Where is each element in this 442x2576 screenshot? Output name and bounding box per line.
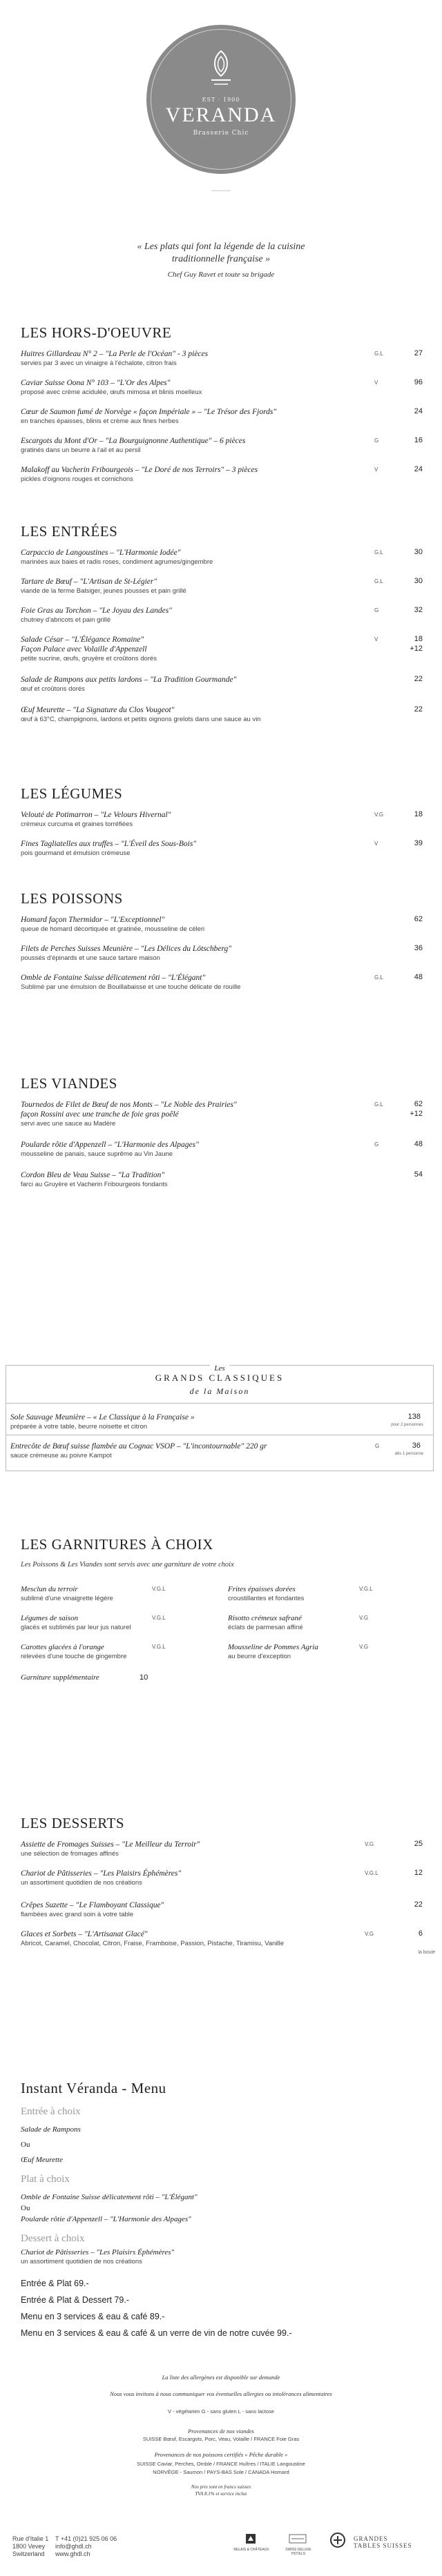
plat-choice-head: Plat à choix	[21, 2174, 70, 2185]
dish-price: 36	[412, 1442, 421, 1450]
dish-name: Cordon Bleu de Veau Suisse – "La Tradition"	[21, 1171, 165, 1179]
price-currency: Nos prix sont en francs suisses	[191, 2484, 251, 2490]
garniture-name: Carottes glacées à l'orange	[21, 1643, 104, 1651]
dish-name: Salade de Rampons aux petits lardons – "La Tradition Gourmande"	[21, 676, 237, 684]
diet-tag: V.G.L	[152, 1644, 166, 1650]
intro-quote-2: traditionnelle française »	[171, 254, 271, 264]
contact[interactable]: T +41 (0)21 925 06 06 info@ghdl.ch www.ghdl.ch	[55, 2535, 117, 2557]
classiques-subtitle: de la Maison	[189, 1386, 250, 1396]
dish-name: Filets de Perches Suisses Meunière – "Les Délices du Lötschberg"	[21, 945, 232, 953]
veranda-icon	[206, 48, 236, 87]
address: Rue d'Italie 1 1800 Vevey Switzerland	[12, 2535, 49, 2557]
dish-price: 18	[414, 635, 423, 643]
garniture-price: 10	[140, 1673, 148, 1682]
diet-tag: V.G.L	[359, 1586, 373, 1592]
dish-name: Malakoff au Vacherin Fribourgeois – "Le Doré de nos Terroirs" – 3 pièces	[21, 466, 258, 474]
dish-name: Homard façon Thermidor – "L'Exceptionnel"	[21, 916, 165, 924]
dessert-choice-head: Dessert à choix	[21, 2233, 85, 2244]
dish-name: Tartare de Bœuf – "L'Artisan de St-Légier"	[21, 578, 157, 586]
garniture-item	[228, 1584, 428, 1603]
menu-or: Ou	[21, 2141, 30, 2149]
garniture-name: Mousseline de Pommes Agria	[228, 1643, 318, 1651]
dish-desc: sauce crémeuse au poivre Kampot	[10, 1452, 112, 1459]
dish-price: 48	[414, 973, 423, 981]
diet-tag: V.G	[365, 1931, 374, 1937]
garniture-item	[21, 1613, 221, 1632]
dish-price: 24	[414, 407, 423, 415]
intro-chef: Chef Guy Ravet et toute sa brigade	[167, 271, 275, 279]
dish-desc: marinées aux baies et radis roses, condiment agrumes/gingembre	[21, 558, 213, 566]
dish-desc: pickles d'oignons rouges et cornichons	[21, 475, 133, 483]
menu-item	[21, 810, 435, 829]
instant-menu-title: Instant Véranda - Menu	[21, 2080, 166, 2096]
dish-desc: flambées avec grand soin à votre table	[21, 1911, 134, 1918]
diet-legend: V - végétarien G - sans gluten L - sans lactose	[168, 2408, 274, 2415]
dish-desc: Abricot, Caramel, Chocolat, Citron, Fraise, Framboise, Passion, Pistache, Tiramisu, Vanille	[21, 1940, 285, 1947]
dish-price: 54	[414, 1170, 423, 1179]
menu-plat-1: Omble de Fontaine Suisse délicatement rôti – "L'Élégant"	[21, 2193, 198, 2201]
dish-price: 22	[414, 705, 423, 714]
dish-desc: crémeux curcuma et graines torréfiées	[21, 820, 133, 828]
provenance-fish-head: Provenances de nos poissons certifiés « Pêche durable »	[154, 2451, 288, 2458]
dish-desc: Sublimé par une émulsion de Bouillabaisse et une touche délicate de rouille	[21, 983, 241, 991]
menu-entree-1: Salade de Rampons	[21, 2125, 81, 2134]
dish-name: Œuf Meurette – "La Signature du Clos Vougeot"	[21, 706, 175, 714]
garniture-item	[21, 1584, 221, 1603]
garniture-item	[21, 1673, 221, 1682]
dish-price: 62	[414, 915, 423, 923]
dish-price: 27	[414, 349, 423, 357]
dish-name: Tournedos de Filet de Bœuf de nos Monts – "Le Noble des Prairies"	[21, 1101, 237, 1109]
dish-desc: pois gourmand et émulsion crémeuse	[21, 849, 131, 857]
diet-tag: G	[374, 437, 379, 444]
section-title-poissons: LES POISSONS	[21, 890, 123, 907]
menu-price-3: Menu en 3 services & eau & café 89.-	[21, 2312, 165, 2321]
menu-item	[21, 915, 435, 934]
restaurant-logo	[146, 25, 296, 174]
dish-desc: farci au Gruyère et Vacherin Fribourgeois fondants	[21, 1181, 168, 1188]
garniture-name: Légumes de saison	[21, 1614, 79, 1622]
diet-tag: V.G.L	[365, 1870, 378, 1876]
dish-name: Foie Gras au Torchon – "Le Joyau des Landes"	[21, 607, 172, 615]
diet-tag: V	[374, 840, 378, 847]
grands-classiques-box	[6, 1365, 434, 1471]
dish-name: Carpaccio de Langoustines – "L'Harmonie Iodée"	[21, 549, 181, 557]
dish-desc: gratinés dans un beurre à l'ail et au persil	[21, 446, 141, 454]
dish-price: 62	[414, 1100, 423, 1108]
dish-name: Chariot de Pâtisseries – "Les Plaisirs Éphémères"	[21, 1869, 182, 1878]
price-note: la boule	[418, 1950, 435, 1955]
section-title-entrees: LES ENTRÉES	[21, 523, 118, 540]
diet-tag: V	[374, 466, 378, 473]
diet-tag: G	[375, 1443, 380, 1449]
section-title-garnitures: LES GARNITURES À CHOIX	[21, 1536, 213, 1553]
garniture-desc: éclats de parmesan affiné	[228, 1624, 303, 1631]
price-tva: TVA 8.1% et service inclus	[195, 2491, 247, 2497]
diet-tag: G	[374, 607, 379, 613]
menu-item	[21, 548, 435, 567]
menu-dessert-1: Chariot de Pâtisseries – "Les Plaisirs Éphémères"	[21, 2248, 175, 2257]
dish-desc: une sélection de fromages affinés	[21, 1850, 119, 1858]
diet-tag: V.G.L	[152, 1586, 166, 1592]
garniture-item	[228, 1642, 428, 1661]
menu-item	[21, 465, 435, 484]
dish-price: 30	[414, 577, 423, 585]
diet-tag: V.G	[365, 1841, 374, 1847]
dish-name: Poularde rôtie d'Appenzell – "L'Harmonie des Alpages"	[21, 1141, 199, 1149]
dish-desc: œuf et croûtons dorés	[21, 685, 85, 693]
classiques-les: Les	[6, 1360, 433, 1373]
dish-price: 32	[414, 606, 423, 614]
classique-item	[10, 1442, 425, 1460]
garniture-desc: au beurre d'exception	[228, 1653, 291, 1660]
dish-desc: un assortiment quotidien de nos créations	[21, 1879, 142, 1887]
intro-quote-1: « Les plats qui font la légende de la cuisine	[137, 242, 305, 252]
logo-brand: VERANDA	[165, 104, 277, 126]
menu-or: Ou	[21, 2204, 30, 2212]
dish-name: Salade César – "L'Élégance Romaine"	[21, 636, 144, 644]
diet-tag: V.G.L	[152, 1615, 166, 1621]
menu-dessert-desc: un assortiment quotidien de nos créations	[21, 2258, 142, 2265]
menu-item	[21, 1900, 435, 1919]
menu-item	[21, 675, 435, 694]
menu-item	[21, 407, 435, 426]
garniture-name: Mesclun du terroir	[21, 1585, 78, 1593]
swiss-deluxe-icon	[287, 2533, 308, 2546]
diet-tag: G.L	[374, 1101, 383, 1108]
dish-desc: œuf à 63°C, champignons, lardons et petits oignons grelots dans une sauce au vin	[21, 716, 261, 723]
section-title-hors: LES HORS-D'OEUVRE	[21, 324, 172, 341]
menu-entree-2: Œuf Meurette	[21, 2156, 63, 2164]
dish-name: Huitres Gillardeau N° 2 – "La Perle de l'Océan" - 3 pièces	[21, 350, 209, 358]
dish-name: Entrecôte de Bœuf suisse flambée au Cognac VSOP – "L'incontournable" 220 gr	[10, 1442, 267, 1451]
dish-name: Assiette de Fromages Suisses – "Le Meilleur du Terroir"	[21, 1840, 200, 1849]
dish-desc: poussés d'épinards et une sauce tartare maison	[21, 954, 160, 962]
logo-est: EST · 1900	[202, 97, 240, 103]
dish-name: Cœur de Saumon fumé de Norvège « façon Impériale » – "Le Trésor des Fjords"	[21, 408, 277, 416]
dish-price-supplement: +12	[410, 1110, 423, 1118]
dish-desc: proposé avec crème acidulée, œufs mimosa et blinis moelleux	[21, 389, 202, 396]
menu-item	[21, 1170, 435, 1189]
dish-name: Fines Tagliatelles aux truffes – "L'Éveil des Sous-Bois"	[21, 840, 197, 848]
dish-price: 12	[414, 1869, 423, 1877]
menu-item	[21, 705, 435, 724]
diet-tag: G.L	[374, 578, 383, 584]
divider	[6, 1403, 433, 1404]
dish-name-line2: Façon Palace avec Volaille d'Appenzell	[21, 645, 147, 653]
section-title-viandes: LES VIANDES	[21, 1075, 117, 1092]
menu-item	[21, 635, 435, 663]
diet-tag: G.L	[374, 974, 383, 981]
garniture-name: Garniture supplémentaire	[21, 1673, 99, 1682]
diet-tag: G.L	[374, 549, 383, 555]
dish-desc: petite sucrine, œufs, gruyère et croûtons dorés	[21, 655, 157, 662]
dish-desc: servi avec une sauce au Madère	[21, 1120, 116, 1128]
dish-price: 30	[414, 548, 423, 556]
menu-item	[21, 1100, 435, 1128]
dish-name: Sole Sauvage Meunière – « Le Classique à la Française »	[10, 1413, 195, 1422]
menu-item	[21, 1929, 435, 1948]
menu-item	[21, 577, 435, 596]
menu-item	[21, 1840, 435, 1858]
dish-name: Glaces et Sorbets – "L'Artisanat Glacé"	[21, 1930, 148, 1938]
garniture-name: Frites épaisses dorées	[228, 1585, 296, 1593]
garniture-desc: glacés et sublimés par leur jus naturel	[21, 1624, 131, 1631]
dish-name: Escargots du Mont d'Or – "La Bourguignonne Authentique" – 6 pièces	[21, 437, 246, 445]
relais-chateaux-icon	[240, 2533, 261, 2546]
dish-price: 6	[418, 1929, 423, 1938]
allergens-note: La liste des allergènes est disponible sur demande	[162, 2374, 280, 2381]
menu-item	[21, 378, 435, 397]
dish-price: 39	[414, 839, 423, 847]
dish-name: Omble de Fontaine Suisse délicatement rôti – "L'Élégant"	[21, 974, 206, 982]
badge-swiss-deluxe: SWISS DELUXE HOTELS	[285, 2548, 311, 2556]
garniture-desc: sublimé d'une vinaigrette légère	[21, 1595, 113, 1602]
dish-desc: chutney d'abricots et pain grillé	[21, 616, 111, 624]
dish-name-line2: façon Rossini avec une tranche de foie gras poêlé	[21, 1110, 179, 1119]
menu-item	[21, 1869, 435, 1887]
garniture-desc: croustillantes et fondantes	[228, 1595, 305, 1602]
dish-price: 48	[414, 1140, 423, 1148]
dish-desc: en tranches épaisses, blinis et crème aux fines herbes	[21, 417, 179, 425]
diet-tag: V.G	[359, 1615, 369, 1621]
diet-tag: V	[374, 380, 378, 386]
menu-price-4: Menu en 3 services & eau & café & un verre de vin de notre cuvée 99.-	[21, 2328, 292, 2338]
grandes-tables-icon	[327, 2531, 348, 2549]
menu-price-1: Entrée & Plat 69.-	[21, 2279, 89, 2288]
menu-item	[21, 973, 435, 992]
dish-price: 36	[414, 944, 423, 952]
dish-price: 96	[414, 378, 423, 386]
dish-desc: queue de homard décortiquée et gratinée, mousseline de céleri	[21, 925, 205, 933]
garniture-item	[228, 1613, 428, 1632]
section-title-desserts: LES DESSERTS	[21, 1815, 125, 1831]
diet-tag: V.G	[359, 1644, 369, 1650]
section-title-legumes: LES LÉGUMES	[21, 785, 123, 802]
dish-price: 16	[414, 436, 423, 444]
diet-tag: V	[374, 636, 378, 642]
divider	[211, 190, 231, 191]
provenance-fish-2: NORVÈGE - Saumon / PAYS-BAS Sole / CANADA Homard	[153, 2469, 289, 2475]
provenance-meat-head: Provenances de nos viandes	[188, 2428, 254, 2435]
menu-price-2: Entrée & Plat & Dessert 79.-	[21, 2295, 130, 2305]
dish-price: 138	[407, 1413, 421, 1421]
dish-name: Crêpes Suzette – "Le Flamboyant Classique"	[21, 1901, 164, 1909]
dish-price: 18	[414, 810, 423, 818]
allergens-invite: Nous vous invitons à nous communiquer vos éventuelles allergies ou intolérances alimentaires	[110, 2390, 332, 2397]
menu-item	[21, 944, 435, 963]
badge-grandes-tables: GRANDES TABLES SUISSES	[354, 2535, 412, 2549]
classiques-title: GRANDS CLASSIQUES	[155, 1373, 285, 1383]
menu-item	[21, 606, 435, 625]
badge-relais: RELAIS & CHÂTEAUX	[233, 2548, 269, 2552]
dish-price: 24	[414, 465, 423, 473]
dish-desc: viande de la ferme Balsiger, jeunes pousses et pain grillé	[21, 587, 186, 595]
classique-item	[10, 1413, 425, 1431]
footer-bar	[12, 2530, 430, 2564]
menu-item	[21, 839, 435, 858]
logo-tagline: Brasserie Chic	[193, 130, 249, 137]
price-note: pour 2 personnes	[391, 1423, 423, 1427]
garniture-item	[21, 1642, 221, 1661]
dish-price-supplement: +12	[410, 645, 423, 653]
dish-name: Caviar Suisse Oona N° 103 – "L'Or des Alpes"	[21, 379, 171, 387]
menu-item	[21, 349, 435, 368]
dish-price: 22	[414, 1900, 423, 1909]
diet-tag: G	[374, 1141, 379, 1148]
provenance-fish: SUISSE Caviar, Perches, Omble / FRANCE Huîtres / ITALIE Langoustine	[137, 2461, 305, 2467]
garnitures-intro: Les Poissons & Les Viandes sont servis avec une garniture de votre choix	[21, 1561, 234, 1569]
menu-item	[21, 436, 435, 455]
dish-desc: mousseline de panais, sauce suprême au Vin Jaune	[21, 1150, 173, 1158]
price-note: dès 1 personne	[394, 1452, 423, 1456]
dish-name: Velouté de Potimarron – "Le Velours Hivernal"	[21, 811, 171, 819]
entree-choice-head: Entrée à choix	[21, 2106, 81, 2117]
provenance-meat: SUISSE Bœuf, Escargots, Porc, Veau, Volaille / FRANCE Foie Gras	[142, 2436, 300, 2442]
dish-price: 25	[414, 1840, 423, 1848]
garniture-desc: relevées d'une touche de gingembre	[21, 1653, 127, 1660]
dish-price: 22	[414, 675, 423, 683]
dish-desc: servies par 3 avec un vinaigre à l'échalote, citron frais	[21, 360, 177, 367]
menu-plat-2: Poularde rôtie d'Appenzell – "L'Harmonie des Alpages"	[21, 2215, 191, 2223]
garniture-name: Risotto crémeux safrané	[228, 1614, 302, 1622]
dish-desc: préparée à votre table, beurre noisette et citron	[10, 1423, 148, 1430]
diet-tag: V.G	[374, 812, 384, 818]
menu-item	[21, 1140, 435, 1159]
diet-tag: G.L	[374, 351, 383, 357]
